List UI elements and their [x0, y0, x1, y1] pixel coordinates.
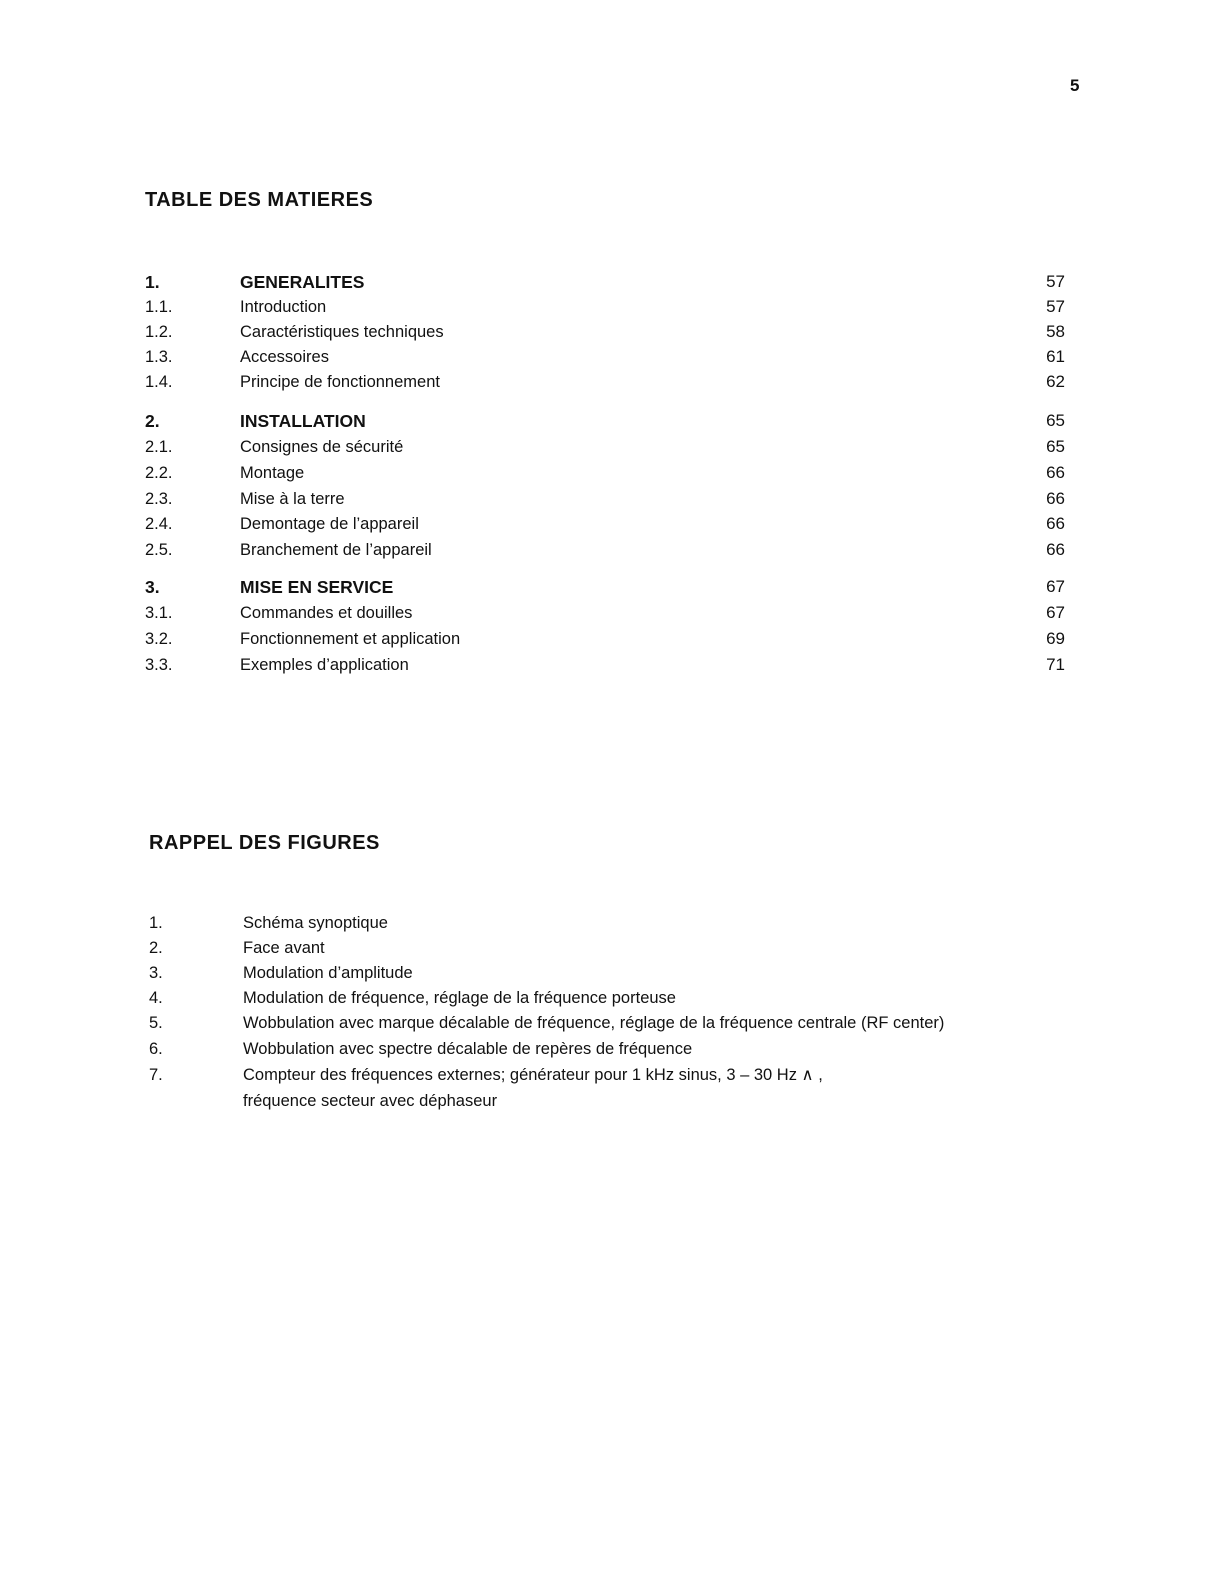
- toc-entry-number: 1.1.: [145, 298, 173, 316]
- figure-entry-label: Wobbulation avec spectre décalable de repères de fréquence: [243, 1040, 693, 1058]
- toc-entry: [145, 653, 1065, 677]
- toc-entry-page: 57: [1046, 272, 1065, 291]
- toc-entry: [145, 435, 1065, 459]
- toc-entry-label: Caractéristiques techniques: [240, 323, 444, 341]
- toc-entry-number: 1.2.: [145, 323, 173, 341]
- figure-entry-number: 4.: [149, 989, 163, 1007]
- figure-entry-label: Modulation d’amplitude: [243, 964, 413, 982]
- toc-entry: [145, 345, 1065, 369]
- figure-entry-number: 1.: [149, 914, 163, 932]
- toc-entry: [145, 512, 1065, 536]
- page-number: 5: [1070, 76, 1080, 95]
- toc-entry-label: Accessoires: [240, 348, 329, 366]
- figure-entry: [149, 1011, 1049, 1035]
- toc-entry-label: INSTALLATION: [240, 411, 366, 431]
- toc-entry-number: 2.4.: [145, 515, 173, 533]
- toc-entry-label: Branchement de l’appareil: [240, 541, 432, 559]
- toc-entry-number: 3.3.: [145, 656, 173, 674]
- toc-entry-label: MISE EN SERVICE: [240, 577, 394, 597]
- figure-entry: [149, 986, 1049, 1010]
- toc-entry: [145, 295, 1065, 319]
- figure-entry-label: Modulation de fréquence, réglage de la fréquence porteuse: [243, 989, 676, 1007]
- toc-entry-page: 67: [1046, 577, 1065, 596]
- toc-entry-label: Mise à la terre: [240, 490, 345, 508]
- toc-entry-page: 67: [1046, 603, 1065, 622]
- toc-entry: [145, 370, 1065, 394]
- toc-entry-label: Exemples d’application: [240, 656, 409, 674]
- toc-entry-number: 2.3.: [145, 490, 173, 508]
- toc-title: TABLE DES MATIERES: [145, 189, 374, 211]
- toc-entry-page: 57: [1046, 297, 1065, 316]
- toc-entry-page: 65: [1046, 437, 1065, 456]
- toc-entry-number: 1.3.: [145, 348, 173, 366]
- toc-entry: [145, 601, 1065, 625]
- toc-entry-label: Fonctionnement et application: [240, 630, 461, 648]
- toc-entry-page: 66: [1046, 540, 1065, 559]
- toc-entry-label: Montage: [240, 464, 305, 482]
- figure-entry-label: Schéma synoptique: [243, 914, 388, 932]
- toc-entry-number: 2.1.: [145, 438, 173, 456]
- toc-entry: [145, 575, 1065, 599]
- figures-title: RAPPEL DES FIGURES: [149, 832, 380, 854]
- figure-entry: [149, 936, 1049, 960]
- toc-entry-label: Demontage de l’appareil: [240, 515, 419, 533]
- toc-entry-page: 65: [1046, 411, 1065, 430]
- toc-entry-number: 2.5.: [145, 541, 173, 559]
- toc-entry: [145, 538, 1065, 562]
- figure-entry-number: 5.: [149, 1014, 163, 1032]
- toc-entry-page: 66: [1046, 514, 1065, 533]
- figure-entry-continuation: [149, 1089, 1049, 1113]
- toc-entry-label: Commandes et douilles: [240, 604, 413, 622]
- figure-entry-number: 2.: [149, 939, 163, 957]
- toc-entry-label: Introduction: [240, 298, 327, 316]
- toc-entry-page: 58: [1046, 322, 1065, 341]
- toc-entry: [145, 270, 1065, 294]
- figure-entry: [149, 911, 1049, 935]
- toc-entry-page: 66: [1046, 489, 1065, 508]
- toc-entry-label: Consignes de sécurité: [240, 438, 404, 456]
- figure-entry-label: Compteur des fréquences externes; générateur pour 1 kHz sinus, 3 – 30 Hz ∧ ,: [243, 1066, 823, 1084]
- toc-entry-number: 2.2.: [145, 464, 173, 482]
- toc-entry: [145, 409, 1065, 433]
- toc-entry: [145, 461, 1065, 485]
- toc-entry-number: 3.2.: [145, 630, 173, 648]
- toc-entry-number: 1.: [145, 272, 160, 292]
- figure-entry-label: fréquence secteur avec déphaseur: [243, 1092, 498, 1110]
- toc-entry-label: Principe de fonctionnement: [240, 373, 440, 391]
- toc-entry-page: 69: [1046, 629, 1065, 648]
- toc-entry-page: 71: [1046, 655, 1065, 674]
- toc-entry-label: GENERALITES: [240, 272, 365, 292]
- toc-entry-number: 2.: [145, 411, 160, 431]
- toc-entry-number: 3.: [145, 577, 160, 597]
- figure-entry-label: Wobbulation avec marque décalable de fréquence, réglage de la fréquence centrale (RF center): [243, 1014, 945, 1032]
- toc-entry-page: 62: [1046, 372, 1065, 391]
- figure-entry: [149, 1037, 1049, 1061]
- toc-entry: [145, 627, 1065, 651]
- figure-entry: [149, 961, 1049, 985]
- figure-entry-label: Face avant: [243, 939, 325, 957]
- toc-entry-number: 3.1.: [145, 604, 173, 622]
- figure-entry: [149, 1063, 1049, 1087]
- toc-entry: [145, 487, 1065, 511]
- figure-entry-number: 3.: [149, 964, 163, 982]
- figure-entry-number: 7.: [149, 1066, 163, 1084]
- toc-entry-number: 1.4.: [145, 373, 173, 391]
- toc-entry-page: 61: [1046, 347, 1065, 366]
- toc-entry-page: 66: [1046, 463, 1065, 482]
- toc-entry: [145, 320, 1065, 344]
- figure-entry-number: 6.: [149, 1040, 163, 1058]
